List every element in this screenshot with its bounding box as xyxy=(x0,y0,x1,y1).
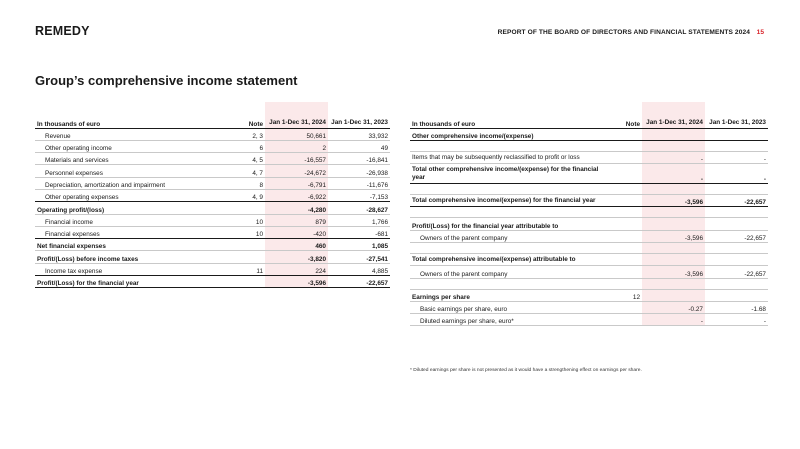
table-row xyxy=(35,165,390,177)
row-note: 4, 7 xyxy=(252,169,263,177)
row-value-2023: 4,885 xyxy=(372,268,388,276)
row-value-2023: -28,627 xyxy=(366,206,388,214)
diluted-eps-2024: - xyxy=(642,314,705,326)
spacer-row xyxy=(410,207,768,218)
basic-eps-2023: -1.68 xyxy=(751,306,766,314)
row-value-2023: 33,932 xyxy=(368,132,388,140)
reclass-label: Items that may be subsequently reclassified to profit or loss xyxy=(412,154,580,162)
row-label: Operating profit/(loss) xyxy=(37,206,105,214)
row-label: Depreciation, amortization and impairment xyxy=(45,181,166,189)
row-value-2023: -7,153 xyxy=(369,194,388,202)
income-statement-body xyxy=(35,128,390,288)
table-row xyxy=(410,230,768,242)
eps-note: 12 xyxy=(632,293,640,301)
row-note: 11 xyxy=(256,268,263,276)
total-oci-2023: - xyxy=(763,176,766,184)
table-header-row xyxy=(410,102,768,128)
row-label: Other operating income xyxy=(45,145,112,153)
footnote: * Diluted earnings per share is not presented as it would have a strengthening effect on earnings per share. xyxy=(410,368,642,373)
row-label: Materials and services xyxy=(45,157,109,165)
row-value-2024: 224 xyxy=(265,263,328,275)
column-header-2023: Jan 1-Dec 31, 2023 xyxy=(331,118,388,126)
row-value-2023: -27,541 xyxy=(366,255,388,263)
table-row xyxy=(35,140,390,152)
row-note xyxy=(235,251,265,263)
row-value-2024: 460 xyxy=(265,239,328,251)
row-value-2024: -16,557 xyxy=(265,153,328,165)
table-row xyxy=(410,164,768,184)
owners-label: Owners of the parent company xyxy=(420,234,508,242)
table-row xyxy=(35,226,390,238)
column-header-2024: Jan 1-Dec 31, 2024 xyxy=(642,102,705,128)
row-note: 10 xyxy=(255,218,263,226)
row-label: Income tax expense xyxy=(45,268,103,276)
row-note xyxy=(235,202,265,214)
row-value-2024: -6,791 xyxy=(265,177,328,189)
row-note: 8 xyxy=(259,181,263,189)
table-row xyxy=(410,128,768,140)
eps-heading: Earnings per share xyxy=(412,293,470,301)
row-label: Profit/(Loss) for the financial year xyxy=(37,280,139,288)
page-title: Group’s comprehensive income statement xyxy=(35,73,298,88)
spacer-row xyxy=(410,184,768,195)
page-header xyxy=(0,0,800,40)
total-ci-label: Total comprehensive income/(expense) for the financial year xyxy=(412,197,596,205)
row-value-2024: -3,596 xyxy=(265,276,328,288)
table-header-row xyxy=(35,102,390,128)
row-note xyxy=(235,276,265,288)
spacer-row xyxy=(410,278,768,289)
owners-label: Owners of the parent company xyxy=(420,270,508,278)
table-row xyxy=(410,301,768,313)
table-row xyxy=(35,239,390,251)
table-row xyxy=(35,189,390,201)
column-header-2024: Jan 1-Dec 31, 2024 xyxy=(265,102,328,128)
row-note xyxy=(235,239,265,251)
owners-2023: -22,657 xyxy=(744,234,766,242)
column-header-note: Note xyxy=(625,120,640,128)
row-label: Profit/(Loss) before income taxes xyxy=(37,255,139,263)
column-header-2023: Jan 1-Dec 31, 2023 xyxy=(709,118,766,126)
row-label: Personnel expenses xyxy=(45,169,103,177)
row-value-2024: -3,820 xyxy=(265,251,328,263)
owners-2024: -3,596 xyxy=(642,266,705,278)
income-statement-table xyxy=(35,102,390,288)
table-row xyxy=(410,151,768,163)
oci-heading: Other comprehensive income/(expense) xyxy=(412,132,534,140)
column-header-label: In thousands of euro xyxy=(412,120,476,128)
table-row xyxy=(35,251,390,263)
owners-2024: -3,596 xyxy=(642,230,705,242)
row-value-2024: -6,922 xyxy=(265,189,328,201)
row-label: Revenue xyxy=(45,132,71,140)
reclass-2023: - xyxy=(763,156,766,164)
table-row xyxy=(410,314,768,326)
report-title: REPORT OF THE BOARD OF DIRECTORS AND FINANCIAL STATEMENTS 2024 xyxy=(497,29,750,36)
reclass-2024: - xyxy=(642,151,705,163)
total-oci-label: Total other comprehensive income/(expense) for the financial year xyxy=(412,166,599,182)
total-ci-2023: -22,657 xyxy=(744,199,766,207)
row-value-2024: -420 xyxy=(265,226,328,238)
row-label: Other operating expenses xyxy=(45,194,119,202)
table-row xyxy=(410,289,768,301)
row-value-2024: -4,280 xyxy=(265,202,328,214)
spacer-row xyxy=(410,140,768,151)
basic-eps-2024: -0.27 xyxy=(642,301,705,313)
row-value-2023: 1,766 xyxy=(372,218,388,226)
row-note: 4, 5 xyxy=(252,157,263,165)
diluted-eps-label: Diluted earnings per share, euro* xyxy=(420,318,514,326)
table-row xyxy=(410,195,768,207)
row-label: Financial income xyxy=(45,218,93,226)
row-value-2023: 49 xyxy=(380,145,388,153)
spacer-row xyxy=(410,242,768,253)
row-value-2024: 879 xyxy=(265,214,328,226)
row-note: 6 xyxy=(259,145,263,153)
owners-2023: -22,657 xyxy=(744,270,766,278)
table-row xyxy=(35,214,390,226)
tci-attributable-heading: Total comprehensive income/(expense) attributable to xyxy=(412,256,576,264)
table-row xyxy=(35,177,390,189)
diluted-eps-2023: - xyxy=(763,318,766,326)
row-value-2023: -681 xyxy=(375,231,388,239)
basic-eps-label: Basic earnings per share, euro xyxy=(420,306,508,314)
row-label: Net financial expenses xyxy=(37,243,106,251)
table-row xyxy=(35,263,390,275)
row-value-2024: 50,661 xyxy=(265,128,328,140)
total-ci-2024: -3,596 xyxy=(642,195,705,207)
column-header-label: In thousands of euro xyxy=(37,120,101,128)
table-row xyxy=(410,218,768,230)
table-row xyxy=(35,276,390,288)
row-value-2023: -11,676 xyxy=(366,181,388,189)
row-label: Financial expenses xyxy=(45,231,100,239)
row-value-2023: -26,938 xyxy=(366,169,388,177)
total-oci-2024: - xyxy=(642,164,705,184)
table-row xyxy=(35,128,390,140)
row-value-2023: 1,085 xyxy=(372,243,388,251)
row-value-2024: -24,672 xyxy=(265,165,328,177)
row-value-2023: -16,841 xyxy=(366,157,388,165)
row-value-2024: 2 xyxy=(265,140,328,152)
table-row xyxy=(410,253,768,265)
row-note: 2, 3 xyxy=(252,132,263,140)
table-row xyxy=(35,153,390,165)
row-note: 10 xyxy=(255,231,263,239)
company-logo: REMEDY xyxy=(35,24,90,38)
row-value-2023: -22,657 xyxy=(366,280,388,288)
page-number: 15 xyxy=(756,29,764,36)
table-row xyxy=(410,266,768,278)
comprehensive-income-table xyxy=(410,102,768,326)
pl-attributable-heading: Profit/(Loss) for the financial year attributable to xyxy=(412,222,559,230)
row-note: 4, 9 xyxy=(252,194,263,202)
table-row xyxy=(35,202,390,214)
column-header-note: Note xyxy=(248,120,263,128)
